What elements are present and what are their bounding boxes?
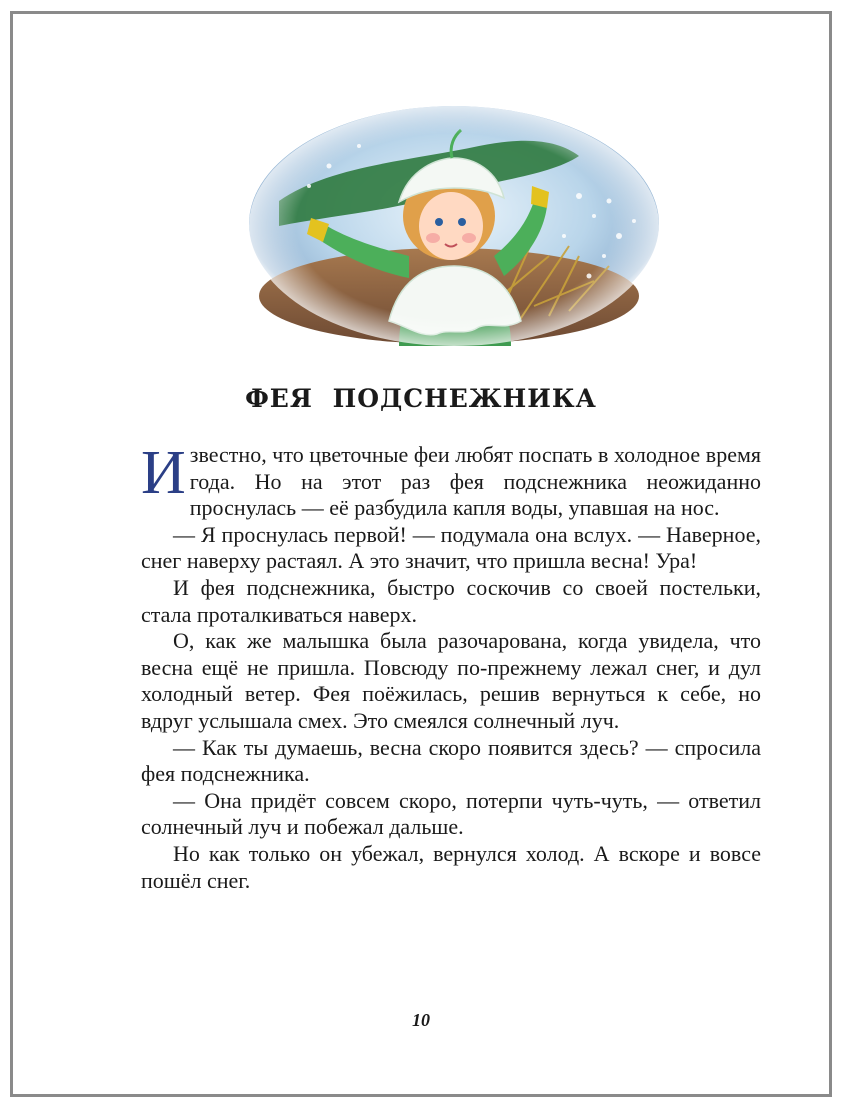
edge-fade <box>249 106 659 346</box>
paragraph-3: И фея подснежника, быстро соскочив со своей постельки, стала проталкиваться наверх. <box>141 574 761 627</box>
story-title: ФЕЯ ПОДСНЕЖНИКА <box>245 384 597 413</box>
page-number: 10 <box>412 1010 430 1030</box>
paragraph-2: — Я проснулась первой! — подумала она вслух. — Наверное, снег наверху растаял. А это значит, что пришла весна! Ура! <box>141 521 761 574</box>
paragraph-7: Но как только он убежал, вернулся холод. А вскоре и вовсе пошёл снег. <box>141 840 761 893</box>
paragraph-4: О, как же малышка была разочарована, когда увидела, что весна ещё не пришла. Повсюду по-прежнему лежал снег, и дул холодный ветер. Фея поёжилась, решив вернуться к себе, но вдруг услышала смех. Это смеялся солнечный луч. <box>141 628 761 733</box>
paragraph-1-text: звестно, что цветочные феи любят поспать в холодное время года. Но на этот раз фея подснежника неожиданно проснулась — её разбудила капля воды, упавшая на нос. <box>189 442 761 521</box>
paragraph-1 <box>141 439 761 522</box>
paragraph-5: — Как ты думаешь, весна скоро появится здесь? — спросила фея подснежника. <box>141 734 761 787</box>
story-text <box>141 439 761 894</box>
paragraph-6: — Она придёт совсем скоро, потерпи чуть-чуть, — ответил солнечный луч и побежал дальше. <box>141 787 761 840</box>
drop-cap: И <box>141 439 186 507</box>
snowdrop-fairy-illustration <box>249 106 659 346</box>
book-page <box>10 11 832 1097</box>
